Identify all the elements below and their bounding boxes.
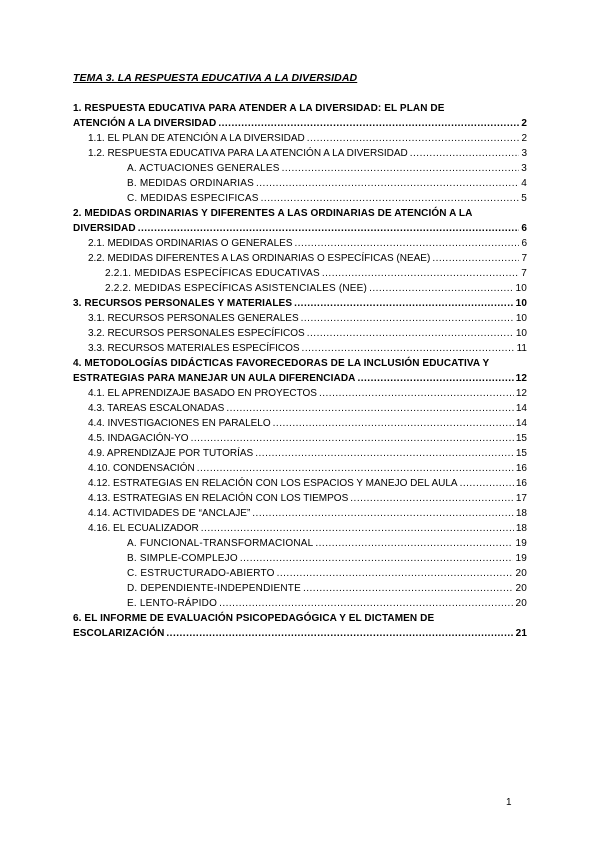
table-of-contents <box>73 101 527 641</box>
toc-entry-title: B. SIMPLE-COMPLEJO <box>127 553 238 564</box>
dot-leader <box>303 581 514 596</box>
toc-entry-page: 4 <box>521 178 527 189</box>
toc-entry-title: 4.16. EL ECUALIZADOR <box>88 523 199 534</box>
toc-entry-page: 10 <box>515 283 527 294</box>
toc-entry-page: 2 <box>521 133 527 144</box>
toc-entry[interactable] <box>88 506 527 521</box>
toc-entry-title: 2.1. MEDIDAS ORDINARIAS O GENERALES <box>88 238 293 249</box>
toc-entry[interactable] <box>88 341 527 356</box>
toc-entry-title-line: 1. RESPUESTA EDUCATIVA PARA ATENDER A LA DIVERSIDAD: EL PLAN DE <box>73 103 445 114</box>
dot-leader <box>319 386 514 401</box>
toc-entry-page: 19 <box>515 538 527 549</box>
toc-entry[interactable] <box>88 461 527 476</box>
toc-entry-title: 4.1. EL APRENDIZAJE BASADO EN PROYECTOS <box>88 388 317 399</box>
toc-entry[interactable] <box>88 476 527 491</box>
dot-leader <box>256 176 519 191</box>
toc-entry[interactable] <box>127 191 527 206</box>
toc-entry-title: 4.14. ACTIVIDADES DE “ANCLAJE” <box>88 508 251 519</box>
toc-entry-title: 2.2.2. MEDIDAS ESPECÍFICAS ASISTENCIALES (NEE) <box>105 283 368 294</box>
toc-entry-title: A. FUNCIONAL-TRANSFORMACIONAL <box>127 538 314 549</box>
toc-entry[interactable] <box>127 161 527 176</box>
dot-leader <box>191 431 514 446</box>
dot-leader <box>277 566 514 581</box>
dot-leader <box>138 221 520 236</box>
page-number: 1 <box>506 797 512 808</box>
toc-entry[interactable] <box>88 311 527 326</box>
toc-entry-page: 19 <box>515 553 527 564</box>
toc-entry-title: C. ESTRUCTURADO-ABIERTO <box>127 568 275 579</box>
dot-leader <box>273 416 514 431</box>
document-title: TEMA 3. LA RESPUESTA EDUCATIVA A LA DIVERSIDAD <box>73 72 358 84</box>
dot-leader <box>201 521 514 536</box>
toc-entry-title: 4.13. ESTRATEGIAS EN RELACIÓN CON LOS TIEMPOS <box>88 493 349 504</box>
toc-entry[interactable] <box>127 551 527 566</box>
toc-entry-page: 5 <box>521 193 527 204</box>
toc-entry[interactable] <box>88 131 527 146</box>
toc-entry[interactable] <box>73 296 527 311</box>
dot-leader <box>307 131 520 146</box>
toc-entry-page: 14 <box>515 418 527 429</box>
toc-entry-title: 3. RECURSOS PERSONALES Y MATERIALES <box>73 298 293 309</box>
dot-leader <box>301 311 514 326</box>
toc-entry-title: 4.5. INDAGACIÓN-YO <box>88 433 189 444</box>
toc-entry[interactable] <box>73 611 527 641</box>
toc-entry-page: 21 <box>515 628 527 639</box>
toc-entry-page: 20 <box>515 583 527 594</box>
toc-entry-title-line: 6. EL INFORME DE EVALUACIÓN PSICOPEDAGÓGICA Y EL DICTAMEN DE <box>73 613 435 624</box>
toc-entry-title: D. DEPENDIENTE-INDEPENDIENTE <box>127 583 301 594</box>
toc-entry-title: 1.1. EL PLAN DE ATENCIÓN A LA DIVERSIDAD <box>88 133 305 144</box>
toc-entry[interactable] <box>88 431 527 446</box>
toc-entry[interactable] <box>73 206 527 236</box>
dot-leader <box>252 506 514 521</box>
toc-entry-page: 10 <box>515 313 527 324</box>
toc-entry[interactable] <box>73 101 527 131</box>
toc-entry-page: 15 <box>515 448 527 459</box>
toc-entry-title: ATENCIÓN A LA DIVERSIDAD <box>73 118 217 129</box>
toc-entry-title: DIVERSIDAD <box>73 223 136 234</box>
toc-entry-title: 2.2.1. MEDIDAS ESPECÍFICAS EDUCATIVAS <box>105 268 320 279</box>
toc-entry-page: 20 <box>515 568 527 579</box>
toc-entry-title: ESCOLARIZACIÓN <box>73 628 165 639</box>
toc-entry-title-line: 4. METODOLOGÍAS DIDÁCTICAS FAVORECEDORAS DE LA INCLUSIÓN EDUCATIVA Y <box>73 358 490 369</box>
toc-entry-title: 4.4. INVESTIGACIONES EN PARALELO <box>88 418 271 429</box>
toc-entry[interactable] <box>88 236 527 251</box>
dot-leader <box>226 401 514 416</box>
toc-entry[interactable] <box>105 266 527 281</box>
toc-entry-page: 20 <box>515 598 527 609</box>
toc-entry-title: 2.2. MEDIDAS DIFERENTES A LAS ORDINARIAS O ESPECÍFICAS (NEAE) <box>88 253 431 264</box>
toc-entry-page: 7 <box>521 253 527 264</box>
toc-entry-page: 18 <box>515 508 527 519</box>
dot-leader <box>307 326 514 341</box>
dot-leader <box>315 536 513 551</box>
toc-entry-page: 11 <box>516 343 527 354</box>
toc-entry-title: 4.3. TAREAS ESCALONADAS <box>88 403 225 414</box>
toc-entry-title: 3.3. RECURSOS MATERIALES ESPECÍFICOS <box>88 343 300 354</box>
dot-leader <box>410 146 520 161</box>
toc-entry-title: 3.2. RECURSOS PERSONALES ESPECÍFICOS <box>88 328 305 339</box>
dot-leader <box>369 281 513 296</box>
toc-entry-title: ESTRATEGIAS PARA MANEJAR UN AULA DIFERENCIADA <box>73 373 356 384</box>
toc-entry-title-line: 2. MEDIDAS ORDINARIAS Y DIFERENTES A LAS ORDINARIAS DE ATENCIÓN A LA <box>73 208 473 219</box>
dot-leader <box>166 626 513 641</box>
dot-leader <box>357 371 513 386</box>
toc-entry[interactable] <box>88 251 527 266</box>
toc-entry[interactable] <box>127 176 527 191</box>
dot-leader <box>218 116 519 131</box>
toc-entry-page: 14 <box>515 403 527 414</box>
toc-entry[interactable] <box>88 416 527 431</box>
toc-entry-page: 16 <box>515 463 527 474</box>
dot-leader <box>255 446 514 461</box>
toc-entry[interactable] <box>88 326 527 341</box>
toc-entry[interactable] <box>88 446 527 461</box>
dot-leader <box>322 266 519 281</box>
toc-entry[interactable] <box>127 581 527 596</box>
dot-leader <box>261 191 520 206</box>
toc-entry-page: 10 <box>515 328 527 339</box>
toc-entry-page: 16 <box>515 478 527 489</box>
toc-entry[interactable] <box>88 386 527 401</box>
dot-leader <box>432 251 519 266</box>
toc-entry[interactable] <box>127 566 527 581</box>
dot-leader <box>219 596 513 611</box>
toc-entry-title: C. MEDIDAS ESPECIFICAS <box>127 193 259 204</box>
toc-entry-page: 15 <box>515 433 527 444</box>
dot-leader <box>240 551 514 566</box>
dot-leader <box>302 341 515 356</box>
dot-leader <box>294 296 514 311</box>
toc-entry-page: 12 <box>515 373 527 384</box>
toc-entry[interactable] <box>88 491 527 506</box>
toc-entry-title: A. ACTUACIONES GENERALES <box>127 163 280 174</box>
toc-entry-page: 6 <box>521 238 527 249</box>
toc-entry[interactable] <box>127 536 527 551</box>
toc-entry-page: 10 <box>515 298 527 309</box>
toc-entry[interactable] <box>88 146 527 161</box>
dot-leader <box>282 161 520 176</box>
toc-entry-title: 4.10. CONDENSACIÓN <box>88 463 195 474</box>
toc-entry-page: 18 <box>515 523 527 534</box>
toc-entry-page: 2 <box>521 118 527 129</box>
toc-entry-page: 12 <box>515 388 527 399</box>
toc-entry-page: 3 <box>521 148 527 159</box>
dot-leader <box>460 476 514 491</box>
toc-entry-title: 1.2. RESPUESTA EDUCATIVA PARA LA ATENCIÓN A LA DIVERSIDAD <box>88 148 408 159</box>
toc-entry-page: 3 <box>521 163 527 174</box>
toc-entry-title: 3.1. RECURSOS PERSONALES GENERALES <box>88 313 299 324</box>
toc-entry-title: E. LENTO-RÁPIDO <box>127 598 218 609</box>
toc-entry[interactable] <box>88 401 527 416</box>
toc-entry-page: 17 <box>515 493 527 504</box>
dot-leader <box>295 236 520 251</box>
toc-entry[interactable] <box>127 596 527 611</box>
toc-entry[interactable] <box>88 521 527 536</box>
toc-entry-title: 4.9. APRENDIZAJE POR TUTORÍAS <box>88 448 254 459</box>
toc-entry-title: B. MEDIDAS ORDINARIAS <box>127 178 254 189</box>
toc-entry-page: 7 <box>521 268 527 279</box>
toc-entry-title: 4.12. ESTRATEGIAS EN RELACIÓN CON LOS ESPACIOS Y MANEJO DEL AULA <box>88 478 458 489</box>
toc-entry-page: 6 <box>521 223 527 234</box>
dot-leader <box>197 461 514 476</box>
dot-leader <box>350 491 514 506</box>
toc-entry[interactable] <box>73 356 527 386</box>
toc-entry[interactable] <box>105 281 527 296</box>
